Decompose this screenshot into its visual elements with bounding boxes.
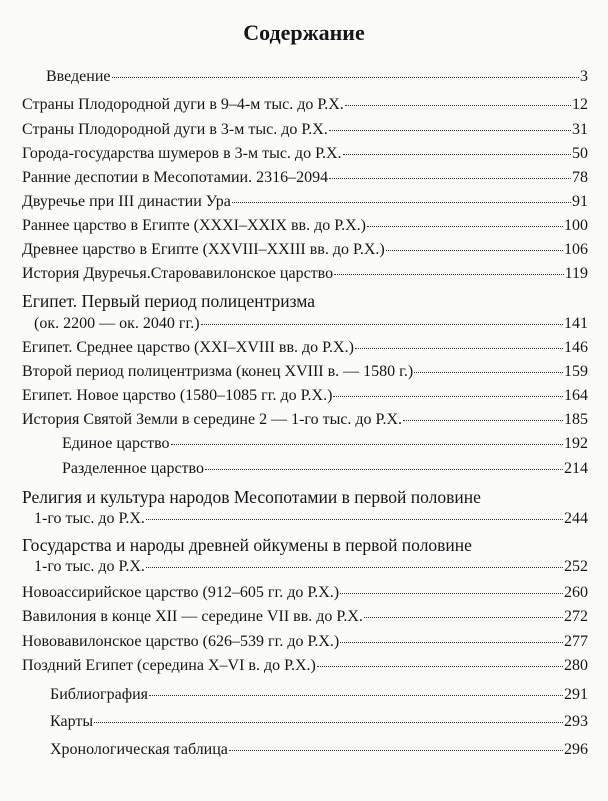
toc-entry-label: (ок. 2200 — ок. 2040 гг.) — [34, 315, 200, 332]
toc-entry — [34, 315, 588, 333]
toc-entry-page: 293 — [564, 713, 588, 730]
toc-entry — [22, 633, 588, 651]
toc-entry-label: История Святой Земли в середине 2 — 1-го тыс. до Р.Х. — [22, 411, 403, 428]
leader-dots — [333, 395, 563, 397]
toc-entry-label: Египет. Новое царство (1580–1085 гг. до Р.Х.) — [22, 387, 333, 404]
toc-entry-page: 277 — [564, 633, 588, 650]
leader-dots — [355, 347, 563, 349]
leader-dots — [149, 694, 563, 696]
toc-entry-label: Египет. Среднее царство (XXI–XVIII вв. до Р.Х.) — [22, 339, 354, 356]
leader-dots — [201, 323, 563, 325]
leader-dots — [94, 721, 563, 723]
leader-dots — [340, 592, 563, 594]
toc-entry-label: 1-го тыс. до Р.Х. — [34, 510, 145, 527]
toc-entry-page: 244 — [564, 510, 588, 527]
leader-dots — [232, 201, 571, 203]
leader-dots — [403, 419, 563, 421]
toc-entry — [50, 713, 588, 731]
toc-entry-label: Второй период полицентризма (конец XVIII в. — 1580 г.) — [22, 363, 414, 380]
leader-dots — [146, 518, 563, 520]
toc-entry-page: 185 — [564, 411, 588, 428]
toc-entry-page: 141 — [564, 315, 588, 332]
toc-entry-page: 146 — [564, 339, 588, 356]
toc-entry-page: 291 — [564, 686, 588, 703]
toc-entry-label: Карты — [50, 713, 94, 730]
toc-entry-page: 119 — [564, 265, 588, 282]
toc-entry-label: Разделенное царство — [62, 460, 204, 477]
toc-entry-page: 12 — [572, 96, 588, 113]
toc-entry — [62, 435, 588, 453]
toc-entry — [22, 241, 588, 259]
toc-entry-first-line: Египет. Первый период полицентризма — [22, 291, 315, 311]
toc-entry — [22, 339, 588, 357]
leader-dots — [317, 665, 563, 667]
toc-entry-page: 159 — [564, 363, 588, 380]
leader-dots — [345, 104, 571, 106]
toc-entry — [22, 96, 588, 114]
toc-entry-label: Библиография — [50, 686, 148, 703]
leader-dots — [205, 468, 563, 470]
toc-entry-page: 280 — [564, 657, 588, 674]
toc-entry — [22, 121, 588, 139]
leader-dots — [112, 76, 580, 78]
leader-dots — [229, 749, 563, 751]
toc-entry-first-line: Государства и народы древней ойкумены в первой половине — [22, 535, 472, 555]
toc-entry — [62, 460, 588, 478]
toc-entry-label: Хронологическая таблица — [50, 741, 228, 758]
toc-entry-label: Города-государства шумеров в 3-м тыс. до Р.Х. — [22, 145, 342, 162]
toc-entry — [22, 217, 588, 235]
toc-entry-page: 31 — [572, 121, 588, 138]
toc-entry-page: 214 — [564, 460, 588, 477]
leader-dots — [340, 641, 563, 643]
toc-entry-label: История Двуречья.Старовавилонское царство — [22, 265, 334, 282]
toc-entry-label: Новоассирийское царство (912–605 гг. до Р.Х.) — [22, 584, 340, 601]
toc-entry-label: Раннее царство в Египте (XXXI–XXIX вв. до Р.Х.) — [22, 217, 366, 234]
toc-entry-page: 296 — [564, 741, 588, 758]
toc-entry-label: Двуречье при III династии Ура — [22, 193, 231, 210]
toc-entry-page: 192 — [564, 435, 588, 452]
toc-entry — [22, 608, 588, 626]
toc-entry-label: Страны Плодородной дуги в 3-м тыс. до Р.Х. — [22, 121, 328, 138]
toc-entry-label: Древнее царство в Египте (XXVIII–XXIII вв. до Р.Х.) — [22, 241, 385, 258]
leader-dots — [329, 177, 571, 179]
toc-entry-page: 260 — [564, 584, 588, 601]
toc-entry-page: 91 — [572, 193, 588, 210]
toc-entry-page: 272 — [564, 608, 588, 625]
toc-entry-page: 78 — [572, 169, 588, 186]
toc-entry-page: 106 — [564, 241, 588, 258]
toc-entry-label: Поздний Египет (середина X–VI в. до Р.Х.) — [22, 657, 316, 674]
toc-entry-label: Нововавилонское царство (626–539 гг. до Р.Х.) — [22, 633, 340, 650]
toc-entry-page: 100 — [564, 217, 588, 234]
toc-entry-label: Ранние деспотии в Месопотамии. 2316–2094 — [22, 169, 329, 186]
leader-dots — [343, 153, 571, 155]
toc-entry-page: 50 — [572, 145, 588, 162]
leader-dots — [334, 273, 563, 275]
toc-entry-page: 164 — [564, 387, 588, 404]
toc-entry — [22, 411, 588, 429]
toc-entry — [22, 584, 588, 602]
toc-entry — [34, 510, 588, 528]
toc-entry — [22, 657, 588, 675]
toc-entry-label: Страны Плодородной дуги в 9–4-м тыс. до Р.Х. — [22, 96, 344, 113]
toc-entry — [46, 68, 588, 86]
toc-entry-label: Вавилония в конце XII — середине VII вв. до Р.Х. — [22, 608, 363, 625]
toc-entry-page: 3 — [580, 68, 588, 85]
page-title: Содержание — [243, 20, 365, 45]
toc-entry — [50, 741, 588, 759]
leader-dots — [364, 616, 563, 618]
leader-dots — [414, 371, 563, 373]
leader-dots — [329, 129, 571, 131]
toc-entry-first-line: Религия и культура народов Месопотамии в первой половине — [22, 487, 481, 507]
toc-entry — [50, 686, 588, 704]
toc-entry — [22, 169, 588, 187]
toc-entry-page: 252 — [564, 558, 588, 575]
toc-entry — [22, 265, 588, 283]
leader-dots — [146, 566, 563, 568]
leader-dots — [171, 443, 563, 445]
toc-entry — [22, 363, 588, 381]
toc-entry — [34, 558, 588, 576]
leader-dots — [386, 249, 563, 251]
toc-entry-label: 1-го тыс. до Р.Х. — [34, 558, 145, 575]
leader-dots — [367, 225, 563, 227]
toc-entry — [22, 193, 588, 211]
toc-entry — [22, 387, 588, 405]
toc-entry — [22, 145, 588, 163]
toc-entry-label: Введение — [46, 68, 111, 85]
toc-entry-label: Единое царство — [62, 435, 170, 452]
